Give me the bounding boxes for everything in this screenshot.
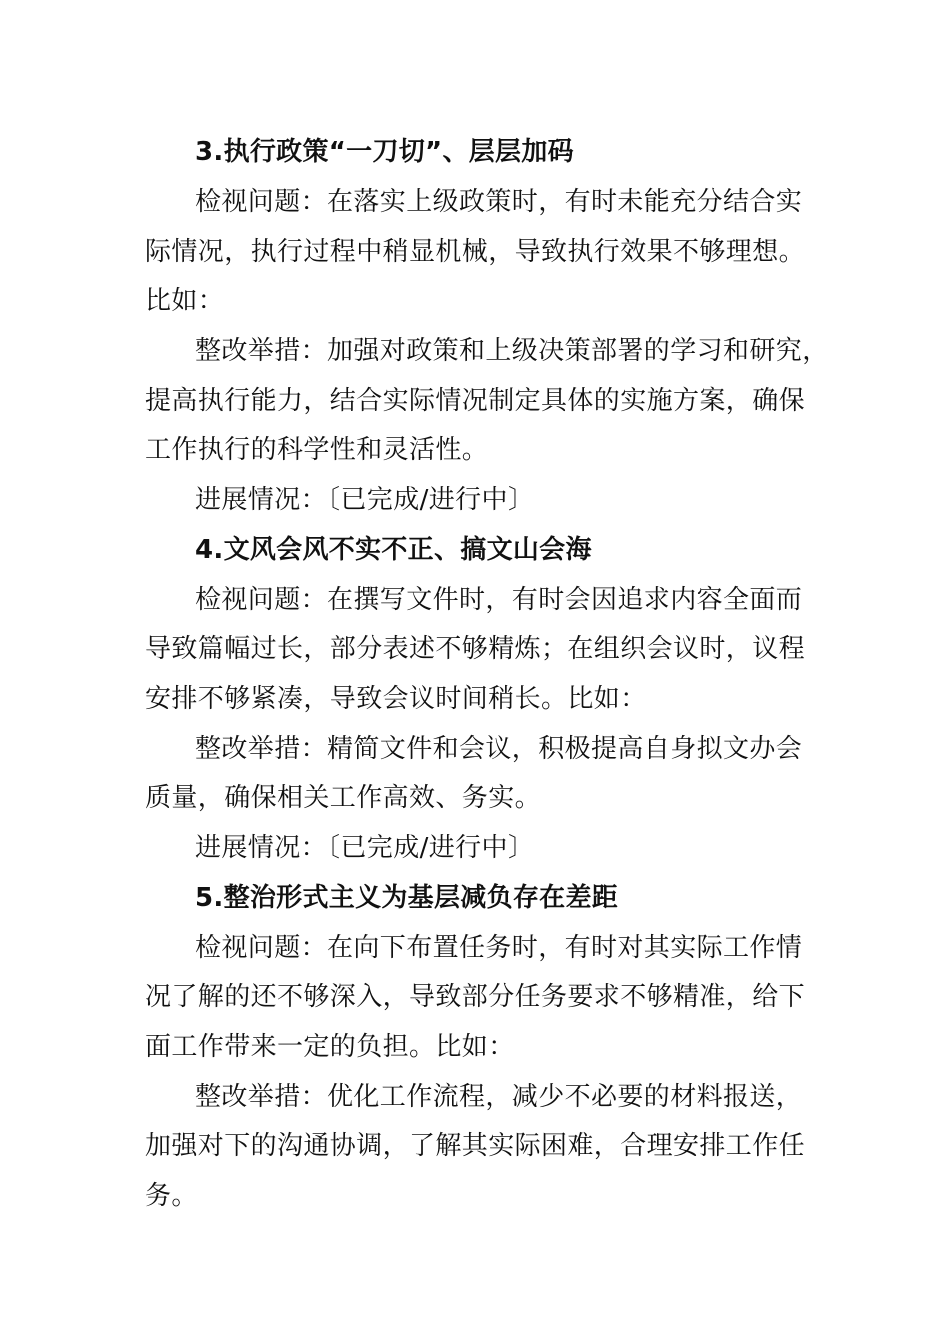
section-heading-5: 5.整治形式主义为基层减负存在差距 xyxy=(195,883,619,913)
paragraph-line: 导致篇幅过长，部分表述不够精炼；在组织会议时，议程 xyxy=(145,634,806,664)
paragraph-line: 加强对下的沟通协调，了解其实际困难，合理安排工作任 xyxy=(145,1131,806,1161)
paragraph-line: 务。 xyxy=(145,1181,198,1211)
paragraph-line: 工作执行的科学性和灵活性。 xyxy=(145,435,489,465)
paragraph-line: 面工作带来一定的负担。比如： xyxy=(145,1032,515,1062)
paragraph-line: 况了解的还不够深入，导致部分任务要求不够精准，给下 xyxy=(145,982,806,1012)
paragraph-line: 际情况，执行过程中稍显机械，导致执行效果不够理想。 xyxy=(145,237,806,267)
paragraph-line: 整改举措：优化工作流程，减少不必要的材料报送， xyxy=(195,1082,803,1112)
paragraph-line: 检视问题：在撰写文件时，有时会因追求内容全面而 xyxy=(195,585,803,615)
paragraph-line: 检视问题：在向下布置任务时，有时对其实际工作情 xyxy=(195,933,803,963)
section-heading-3: 3.执行政策“一刀切”、层层加码 xyxy=(195,137,574,167)
paragraph-line: 检视问题：在落实上级政策时，有时未能充分结合实 xyxy=(195,187,803,217)
section-heading-4: 4.文风会风不实不正、搞文山会海 xyxy=(195,535,592,565)
paragraph-line: 质量，确保相关工作高效、务实。 xyxy=(145,783,542,813)
paragraph-line: 比如： xyxy=(145,286,225,316)
paragraph-line: 提高执行能力，结合实际情况制定具体的实施方案，确保 xyxy=(145,386,806,416)
paragraph-line: 安排不够紧凑，导致会议时间稍长。比如： xyxy=(145,684,647,714)
paragraph-line: 整改举措：精简文件和会议，积极提高自身拟文办会 xyxy=(195,734,803,764)
paragraph-line: 进展情况：〔已完成/进行中〕 xyxy=(195,485,535,515)
paragraph-line: 进展情况：〔已完成/进行中〕 xyxy=(195,833,535,863)
paragraph-line: 整改举措：加强对政策和上级决策部署的学习和研究， xyxy=(195,336,829,366)
